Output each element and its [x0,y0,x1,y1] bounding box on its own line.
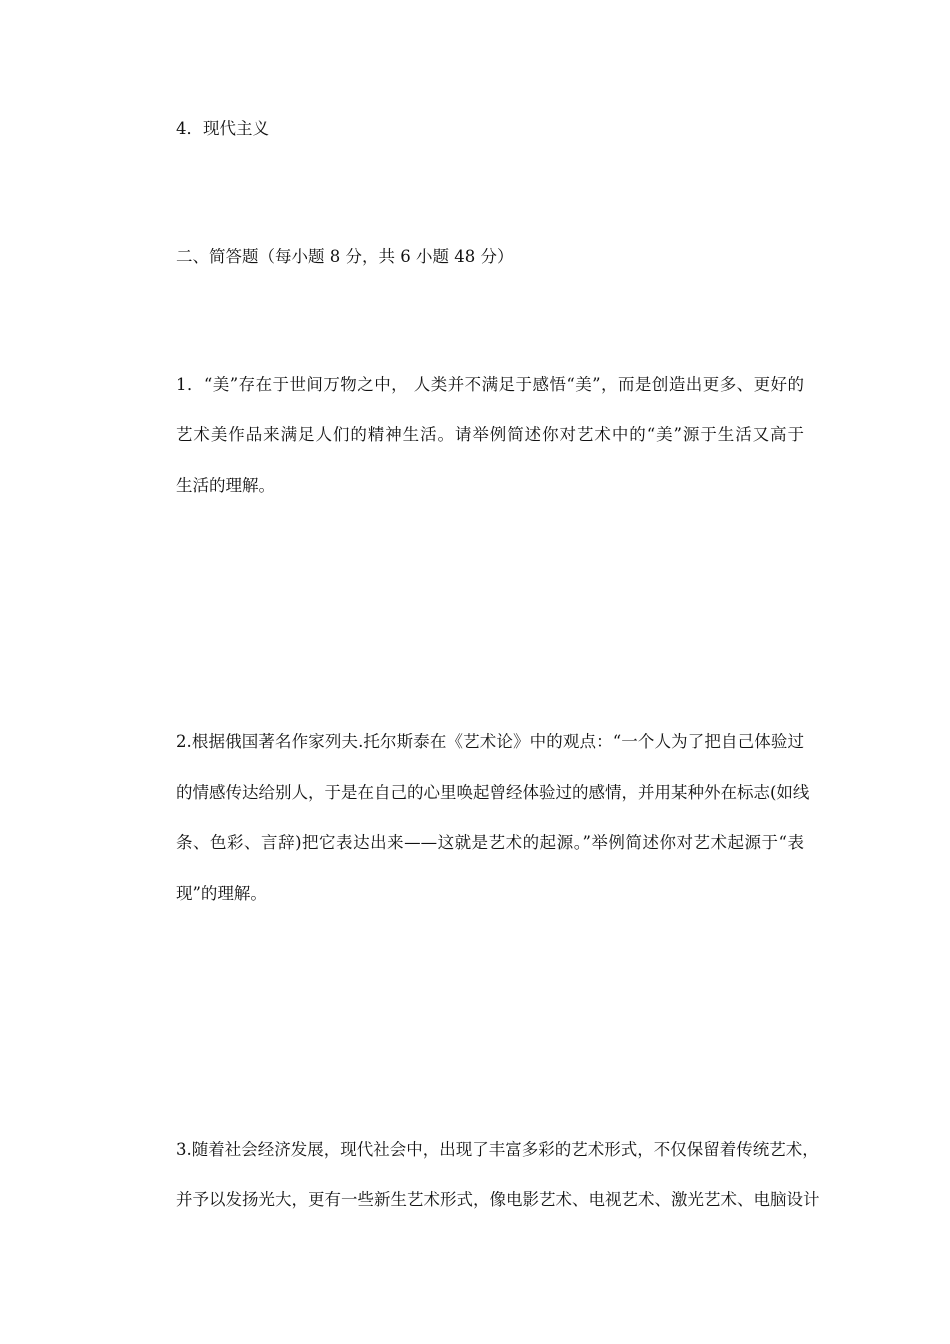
question-2-line-4: 现”的理解。 [176,884,267,903]
definition-item-4: 4．现代主义 [176,119,269,138]
section-heading: 二、简答题（每小题 8 分，共 6 小题 48 分） [176,247,514,266]
question-1-line-3: 生活的理解。 [176,476,275,495]
question-2-line-3: 条、色彩、言辞)把它表达出来——这就是艺术的起源。”举例简述你对艺术起源于“表 [176,833,804,852]
question-2-line-1: 2.根据俄国著名作家列夫.托尔斯泰在《艺术论》中的观点：“一个人为了把自己体验过 [176,732,804,751]
question-2-line-2: 的情感传达给别人，于是在自己的心里唤起曾经体验过的感情，并用某种外在标志(如线 [176,783,810,802]
question-1-line-2: 艺术美作品来满足人们的精神生活。请举例简述你对艺术中的“美”源于生活又高于 [176,425,804,444]
question-1-line-1: 1．“美”存在于世间万物之中， 人类并不满足于感悟“美”，而是创造出更多、更好的 [176,375,804,394]
question-3-line-2: 并予以发扬光大，更有一些新生艺术形式，像电影艺术、电视艺术、激光艺术、电脑设计 [176,1190,820,1209]
question-3-line-1: 3.随着社会经济发展，现代社会中，出现了丰富多彩的艺术形式，不仅保留着传统艺术， [176,1140,819,1159]
